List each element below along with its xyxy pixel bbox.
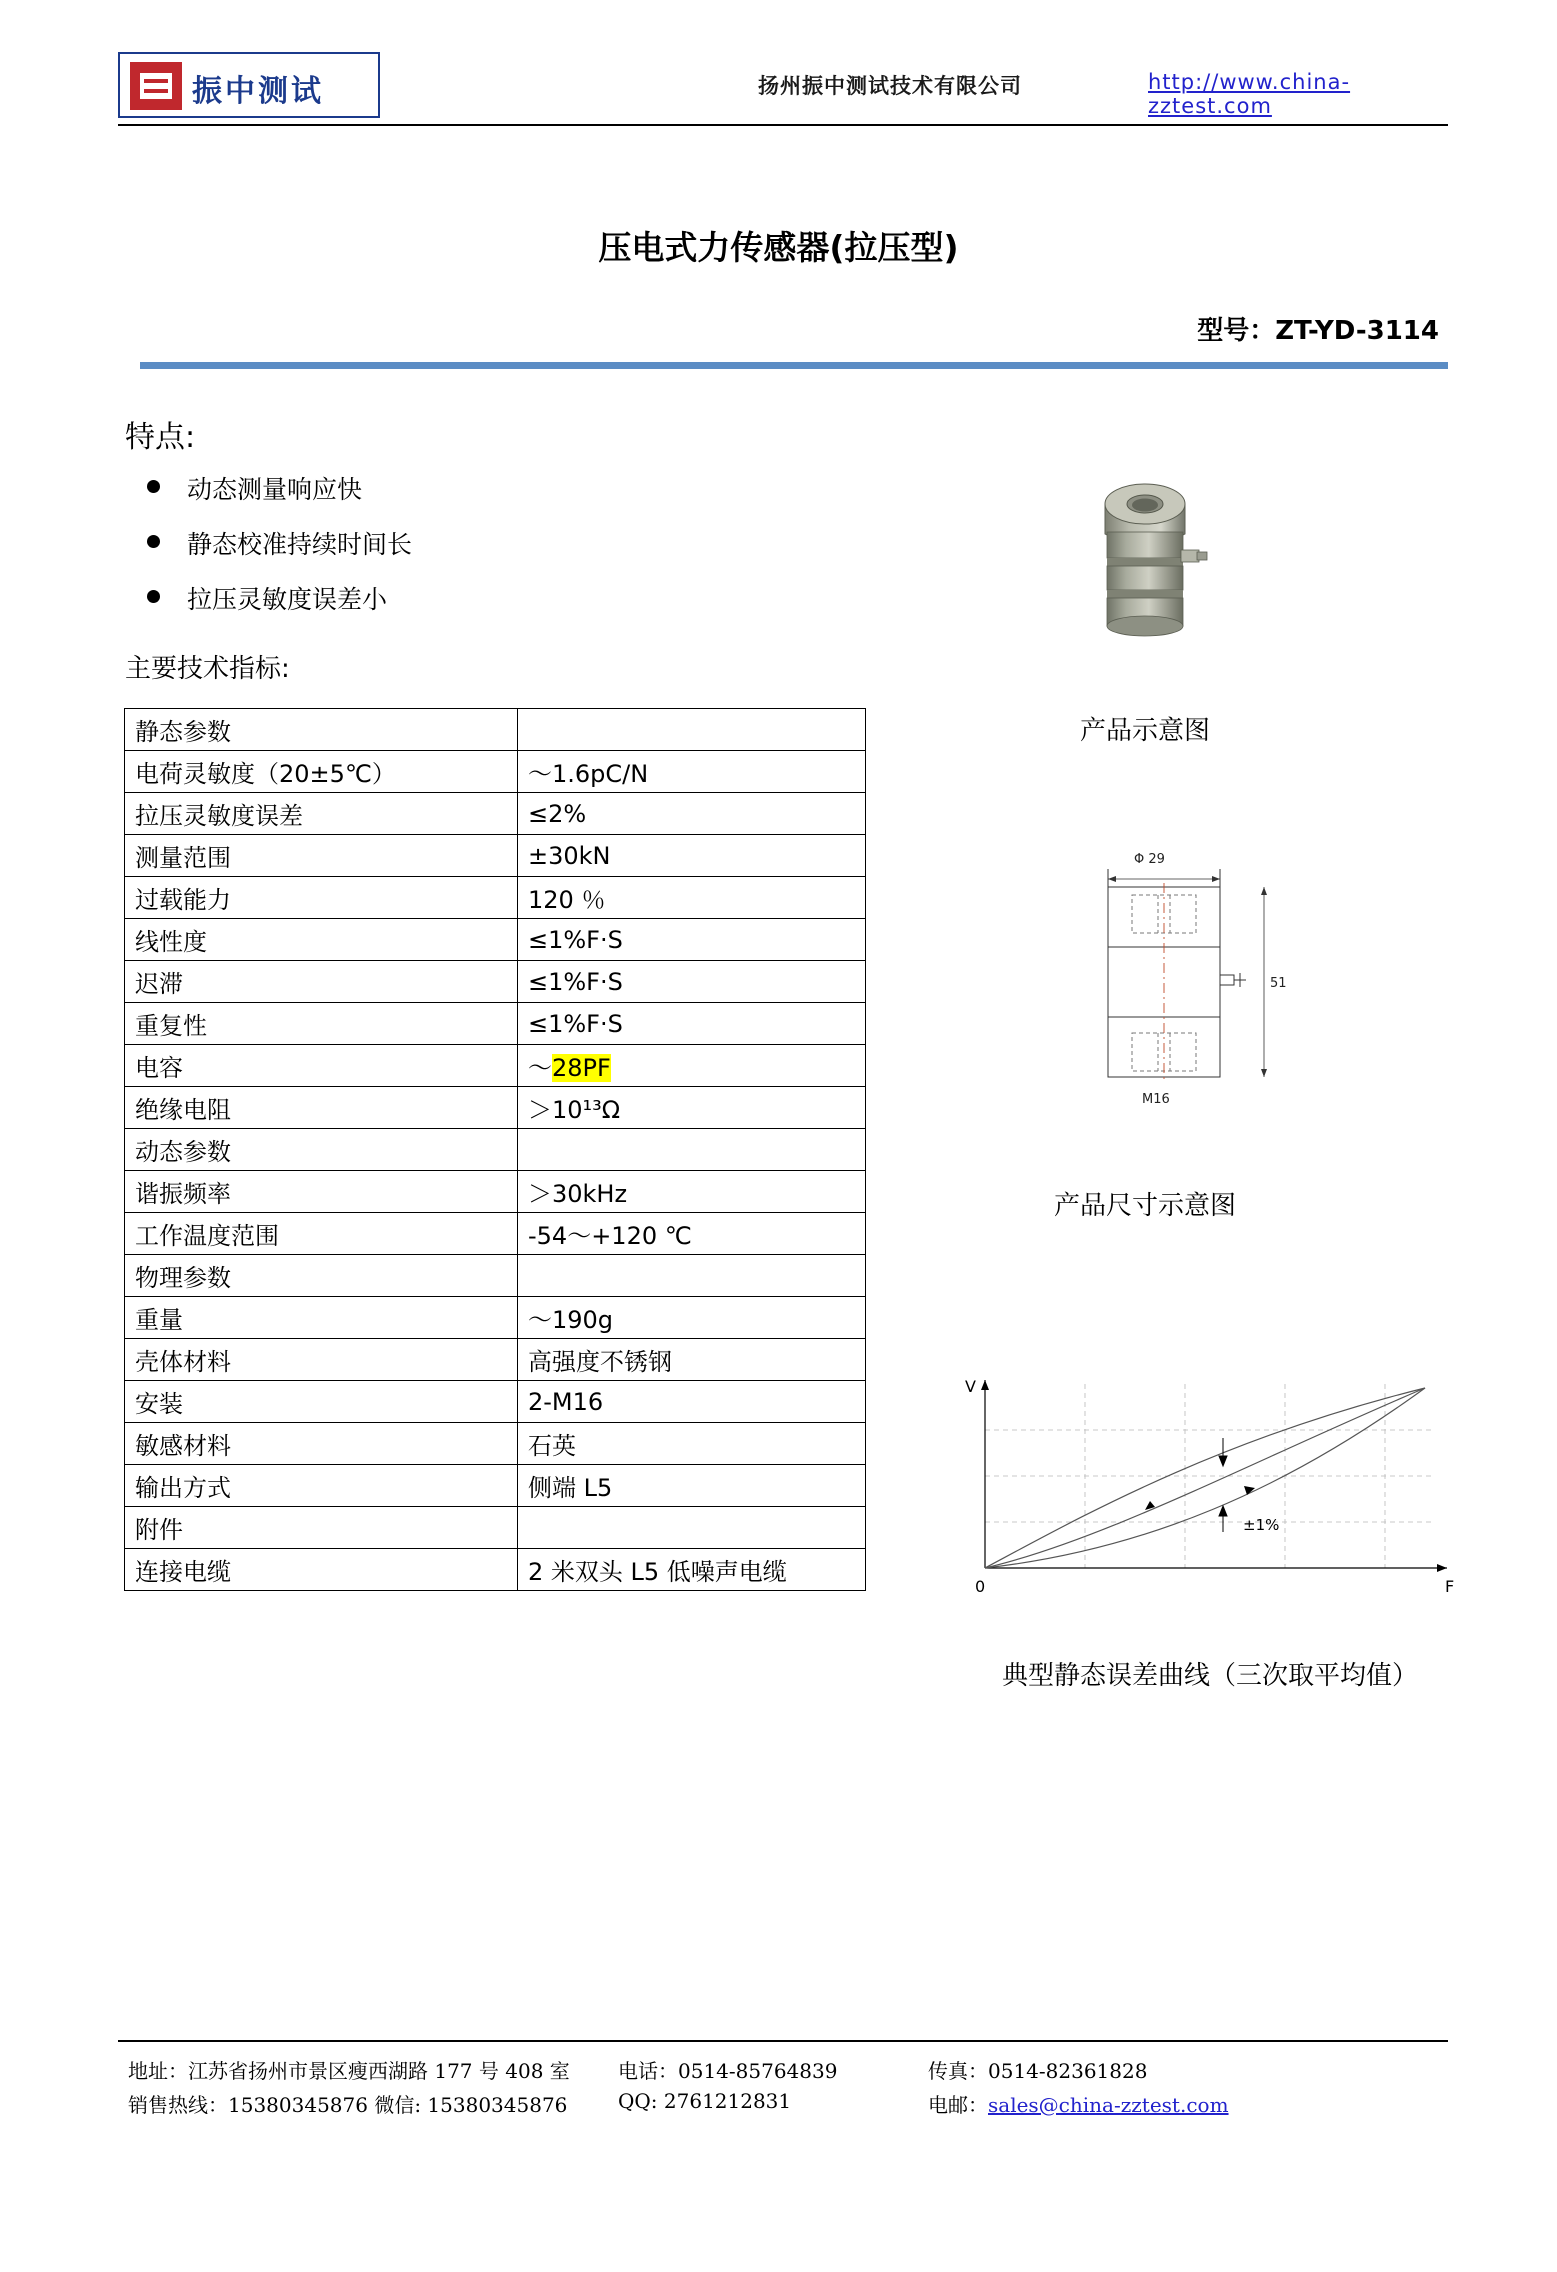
spec-key: 谐振频率 (125, 1171, 518, 1213)
spec-key: 重量 (125, 1297, 518, 1339)
table-row (125, 1171, 866, 1213)
dimension-drawing (1050, 835, 1300, 1135)
feature-text: 动态测量响应快 (187, 475, 363, 504)
logo-text: 振中测试 (192, 74, 324, 109)
page-header (118, 52, 1448, 124)
table-row (125, 919, 866, 961)
spec-value: 2 米双头 L5 低噪声电缆 (518, 1549, 866, 1591)
curve-tolerance-label: ±1% (1243, 1516, 1280, 1534)
spec-key: 敏感材料 (125, 1423, 518, 1465)
curve-x-axis-label: F (1445, 1577, 1455, 1596)
page-footer (128, 2055, 1458, 2123)
spec-value: 2-M16 (518, 1381, 866, 1423)
spec-key: 工作温度范围 (125, 1213, 518, 1255)
spec-key: 绝缘电阻 (125, 1087, 518, 1129)
table-row (125, 1549, 866, 1591)
spec-key: 测量范围 (125, 835, 518, 877)
spec-value: 侧端 L5 (518, 1465, 866, 1507)
header-website-link[interactable]: http://www.china-zztest.com (1148, 70, 1351, 118)
bullet-icon (147, 590, 160, 603)
table-row (125, 1297, 866, 1339)
spec-value: ～28PF (518, 1045, 866, 1087)
specs-heading: 主要技术指标: (125, 654, 290, 684)
table-row (125, 1213, 866, 1255)
spec-value: ±30kN (518, 835, 866, 877)
footer-hotline: 销售热线：15380345876 微信: 15380345876 (128, 2093, 568, 2117)
spec-key: 静态参数 (125, 709, 518, 751)
list-item (125, 525, 685, 561)
dim-thread-label: M16 (1142, 1092, 1170, 1107)
table-row (125, 877, 866, 919)
spec-value: ＞10¹³Ω (518, 1087, 866, 1129)
spec-key: 电容 (125, 1045, 518, 1087)
page-title: 压电式力传感器(拉压型) (598, 228, 959, 267)
spec-key: 输出方式 (125, 1465, 518, 1507)
product-photo (1045, 472, 1245, 672)
bullet-icon (147, 535, 160, 548)
spec-value (518, 1507, 866, 1549)
dimension-caption: 产品尺寸示意图 (1053, 1191, 1236, 1221)
spec-value (518, 1129, 866, 1171)
list-item (125, 470, 685, 506)
table-row (125, 751, 866, 793)
spec-key: 物理参数 (125, 1255, 518, 1297)
footer-qq: QQ: 2761212831 (618, 2089, 792, 2113)
spec-value: ≤1%F·S (518, 919, 866, 961)
spec-value (518, 709, 866, 751)
spec-value: 120 ％ (518, 877, 866, 919)
table-row (125, 1423, 866, 1465)
features-heading: 特点: (125, 420, 196, 455)
table-row (125, 793, 866, 835)
table-row (125, 1003, 866, 1045)
dim-diameter-label: Φ 29 (1134, 852, 1165, 867)
table-row (125, 1045, 866, 1087)
table-row (125, 1465, 866, 1507)
spec-value: 石英 (518, 1423, 866, 1465)
spec-key: 重复性 (125, 1003, 518, 1045)
footer-email-link[interactable]: sales@china-zztest.com (988, 2093, 1229, 2117)
spec-value: ≤1%F·S (518, 961, 866, 1003)
table-row (125, 835, 866, 877)
table-row (125, 1381, 866, 1423)
company-logo (118, 52, 380, 118)
product-photo-caption: 产品示意图 (1079, 716, 1210, 746)
list-item (125, 580, 685, 616)
table-row (125, 1087, 866, 1129)
title-accent-rule (140, 362, 1448, 369)
spec-value: ≤2% (518, 793, 866, 835)
features-list (125, 470, 685, 635)
spec-value: ≤1%F·S (518, 1003, 866, 1045)
spec-key: 拉压灵敏度误差 (125, 793, 518, 835)
curve-origin-label: 0 (975, 1577, 986, 1596)
footer-fax: 传真：0514-82361828 (928, 2059, 1148, 2083)
feature-text: 静态校准持续时间长 (187, 530, 413, 559)
spec-key: 电荷灵敏度（20±5℃） (125, 751, 518, 793)
footer-phone: 电话：0514-85764839 (618, 2059, 838, 2083)
error-curve-caption: 典型静态误差曲线（三次取平均值） (1001, 1661, 1418, 1691)
dim-height-label: 51 (1270, 976, 1287, 991)
error-curve-chart (955, 1370, 1465, 1615)
specifications-table (124, 708, 866, 1591)
footer-email-label: 电邮： (928, 2093, 988, 2117)
table-row (125, 1507, 866, 1549)
table-row (125, 1255, 866, 1297)
curve-y-axis-label: V (965, 1377, 976, 1396)
spec-key: 附件 (125, 1507, 518, 1549)
table-row (125, 961, 866, 1003)
spec-key: 迟滞 (125, 961, 518, 1003)
table-row (125, 1339, 866, 1381)
model-number: 型号：ZT-YD-3114 (1197, 316, 1439, 346)
spec-value (518, 1255, 866, 1297)
spec-key: 动态参数 (125, 1129, 518, 1171)
feature-text: 拉压灵敏度误差小 (187, 585, 388, 614)
logo-mark-icon (130, 62, 182, 110)
bullet-icon (147, 480, 160, 493)
spec-key: 线性度 (125, 919, 518, 961)
spec-key: 连接电缆 (125, 1549, 518, 1591)
highlighted-value: 28PF (552, 1054, 611, 1082)
spec-key: 过载能力 (125, 877, 518, 919)
table-row (125, 1129, 866, 1171)
spec-key: 壳体材料 (125, 1339, 518, 1381)
header-divider (118, 124, 1448, 126)
spec-value: -54～+120 ℃ (518, 1213, 866, 1255)
spec-value: ～1.6pC/N (518, 751, 866, 793)
header-company-name: 扬州振中测试技术有限公司 (758, 74, 1022, 98)
table-row (125, 709, 866, 751)
spec-key: 安装 (125, 1381, 518, 1423)
spec-value: ＞30kHz (518, 1171, 866, 1213)
spec-value: 高强度不锈钢 (518, 1339, 866, 1381)
footer-divider (118, 2040, 1448, 2042)
footer-address: 地址：江苏省扬州市景区瘦西湖路 177 号 408 室 (128, 2059, 570, 2083)
spec-value: ～190g (518, 1297, 866, 1339)
